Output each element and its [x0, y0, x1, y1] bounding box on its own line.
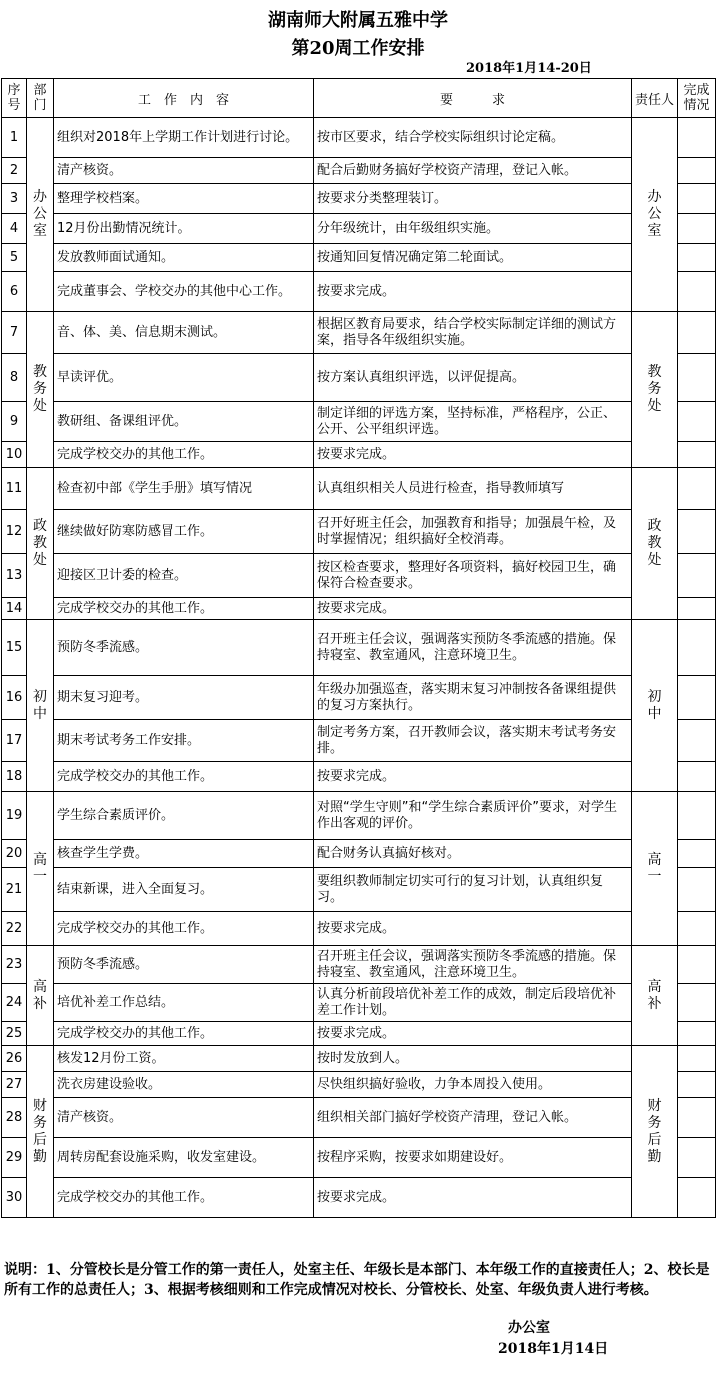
requirement: 组织相关部门搞好学校资产清理，登记入帐。	[314, 1098, 632, 1138]
table-row	[2, 620, 716, 676]
row-number: 10	[2, 442, 27, 468]
table-row	[2, 442, 716, 468]
week-title: 第20周工作安排	[291, 38, 425, 59]
row-number: 21	[2, 868, 27, 912]
table-row	[2, 1046, 716, 1072]
work-content: 早读评优。	[54, 354, 314, 402]
table-row	[2, 402, 716, 442]
header-no: 序号	[2, 79, 27, 118]
work-content: 完成学校交办的其他工作。	[54, 1022, 314, 1046]
dept-cell: 财务后勤	[27, 1046, 54, 1218]
requirement: 按通知回复情况确定第二轮面试。	[314, 244, 632, 272]
requirement: 按要求完成。	[314, 912, 632, 946]
row-number: 22	[2, 912, 27, 946]
row-number: 17	[2, 720, 27, 762]
completion-cell	[678, 792, 716, 840]
completion-cell	[678, 272, 716, 312]
work-content: 学生综合素质评价。	[54, 792, 314, 840]
completion-cell	[678, 510, 716, 554]
work-content: 完成学校交办的其他工作。	[54, 912, 314, 946]
row-number: 2	[2, 158, 27, 184]
completion-cell	[678, 1046, 716, 1072]
requirement: 按要求完成。	[314, 598, 632, 620]
row-number: 15	[2, 620, 27, 676]
requirement: 按要求分类整理装订。	[314, 184, 632, 214]
requirement: 召开班主任会议，强调落实预防冬季流感的措施。保持寝室、教室通风，注意环境卫生。	[314, 620, 632, 676]
work-content: 组织对2018年上学期工作计划进行讨论。	[54, 118, 314, 158]
completion-cell	[678, 1138, 716, 1178]
requirement: 按要求完成。	[314, 1022, 632, 1046]
header-done: 完成情况	[678, 79, 716, 118]
requirement: 分年级统计，由年级组织实施。	[314, 214, 632, 244]
school-title: 湖南师大附属五雅中学	[268, 10, 448, 31]
work-content: 完成董事会、学校交办的其他中心工作。	[54, 272, 314, 312]
completion-cell	[678, 312, 716, 354]
requirement: 认真分析前段培优补差工作的成效，制定后段培优补差工作计划。	[314, 984, 632, 1022]
requirement: 按要求完成。	[314, 762, 632, 792]
row-number: 19	[2, 792, 27, 840]
table-row	[2, 184, 716, 214]
completion-cell	[678, 442, 716, 468]
requirement: 按时发放到人。	[314, 1046, 632, 1072]
work-content: 期末复习迎考。	[54, 676, 314, 720]
header-row	[2, 79, 716, 118]
row-number: 27	[2, 1072, 27, 1098]
date-range: 2018年1月14-20日	[466, 61, 592, 76]
header-dept: 部门	[27, 79, 54, 118]
requirement: 制定考务方案，召开教师会议，落实期末考试考务安排。	[314, 720, 632, 762]
requirement: 年级办加强巡查，落实期末复习冲制按各备课组提供的复习方案执行。	[314, 676, 632, 720]
header-content: 工 作 内 容	[54, 79, 314, 118]
header-requirement: 要 求	[314, 79, 632, 118]
completion-cell	[678, 158, 716, 184]
table-row	[2, 598, 716, 620]
row-number: 6	[2, 272, 27, 312]
completion-cell	[678, 402, 716, 442]
work-content: 发放教师面试通知。	[54, 244, 314, 272]
responsible-cell: 初中	[632, 620, 678, 792]
requirement: 按要求完成。	[314, 272, 632, 312]
completion-cell	[678, 946, 716, 984]
completion-cell	[678, 840, 716, 868]
requirement: 按方案认真组织评选，以评促提高。	[314, 354, 632, 402]
table-row	[2, 554, 716, 598]
dept-cell: 政教处	[27, 468, 54, 620]
row-number: 26	[2, 1046, 27, 1072]
table-row	[2, 272, 716, 312]
table-row	[2, 984, 716, 1022]
completion-cell	[678, 1072, 716, 1098]
requirement: 根据区教育局要求，结合学校实际制定详细的测试方案，指导各年级组织实施。	[314, 312, 632, 354]
dept-cell: 教务处	[27, 312, 54, 468]
table-row	[2, 946, 716, 984]
completion-cell	[678, 598, 716, 620]
work-content: 预防冬季流感。	[54, 946, 314, 984]
work-content: 核查学生学费。	[54, 840, 314, 868]
table-row	[2, 468, 716, 510]
work-content: 音、体、美、信息期末测试。	[54, 312, 314, 354]
table-row	[2, 1072, 716, 1098]
responsible-cell: 高补	[632, 946, 678, 1046]
work-content: 预防冬季流感。	[54, 620, 314, 676]
work-content: 结束新课，进入全面复习。	[54, 868, 314, 912]
table-row	[2, 868, 716, 912]
table-row	[2, 1178, 716, 1218]
completion-cell	[678, 1022, 716, 1046]
completion-cell	[678, 214, 716, 244]
table-row	[2, 762, 716, 792]
work-content: 清产核资。	[54, 1098, 314, 1138]
completion-cell	[678, 1098, 716, 1138]
table-row	[2, 118, 716, 158]
row-number: 14	[2, 598, 27, 620]
requirement: 尽快组织搞好验收，力争本周投入使用。	[314, 1072, 632, 1098]
table-row	[2, 720, 716, 762]
dept-cell: 初中	[27, 620, 54, 792]
header-responsible: 责任人	[632, 79, 678, 118]
requirement: 按程序采购，按要求如期建设好。	[314, 1138, 632, 1178]
work-content: 整理学校档案。	[54, 184, 314, 214]
completion-cell	[678, 468, 716, 510]
work-content: 继续做好防寒防感冒工作。	[54, 510, 314, 554]
responsible-cell: 政教处	[632, 468, 678, 620]
table-row	[2, 1098, 716, 1138]
work-content: 迎接区卫计委的检查。	[54, 554, 314, 598]
row-number: 30	[2, 1178, 27, 1218]
table-row	[2, 676, 716, 720]
work-content: 完成学校交办的其他工作。	[54, 762, 314, 792]
requirement: 要组织教师制定切实可行的复习计划，认真组织复习。	[314, 868, 632, 912]
completion-cell	[678, 554, 716, 598]
signature-office: 办公室	[508, 1320, 550, 1336]
work-content: 完成学校交办的其他工作。	[54, 598, 314, 620]
row-number: 11	[2, 468, 27, 510]
table-row	[2, 912, 716, 946]
table-row	[2, 312, 716, 354]
table-row	[2, 214, 716, 244]
table-row	[2, 354, 716, 402]
row-number: 25	[2, 1022, 27, 1046]
row-number: 29	[2, 1138, 27, 1178]
row-number: 9	[2, 402, 27, 442]
responsible-cell: 财务后勤	[632, 1046, 678, 1218]
requirement: 按市区要求，结合学校实际组织讨论定稿。	[314, 118, 632, 158]
row-number: 1	[2, 118, 27, 158]
completion-cell	[678, 912, 716, 946]
row-number: 3	[2, 184, 27, 214]
completion-cell	[678, 984, 716, 1022]
row-number: 5	[2, 244, 27, 272]
requirement: 制定详细的评选方案，坚持标准，严格程序，公正、公开、公平组织评选。	[314, 402, 632, 442]
completion-cell	[678, 720, 716, 762]
work-content: 完成学校交办的其他工作。	[54, 1178, 314, 1218]
requirement: 配合财务认真搞好核对。	[314, 840, 632, 868]
row-number: 28	[2, 1098, 27, 1138]
row-number: 13	[2, 554, 27, 598]
work-content: 教研组、备课组评优。	[54, 402, 314, 442]
requirement: 按要求完成。	[314, 1178, 632, 1218]
work-content: 12月份出勤情况统计。	[54, 214, 314, 244]
row-number: 8	[2, 354, 27, 402]
requirement: 召开班主任会议，强调落实预防冬季流感的措施。保持寝室、教室通风，注意环境卫生。	[314, 946, 632, 984]
completion-cell	[678, 620, 716, 676]
work-content: 培优补差工作总结。	[54, 984, 314, 1022]
completion-cell	[678, 868, 716, 912]
work-content: 检查初中部《学生手册》填写情况	[54, 468, 314, 510]
work-content: 期末考试考务工作安排。	[54, 720, 314, 762]
requirement: 按区检查要求，整理好各项资料，搞好校园卫生，确保符合检查要求。	[314, 554, 632, 598]
table-row	[2, 510, 716, 554]
work-content: 清产核资。	[54, 158, 314, 184]
responsible-cell: 教务处	[632, 312, 678, 468]
requirement: 认真组织相关人员进行检查，指导教师填写	[314, 468, 632, 510]
completion-cell	[678, 184, 716, 214]
requirement: 对照“学生守则”和“学生综合素质评价”要求，对学生作出客观的评价。	[314, 792, 632, 840]
row-number: 7	[2, 312, 27, 354]
dept-cell: 高一	[27, 792, 54, 946]
table-row	[2, 792, 716, 840]
completion-cell	[678, 244, 716, 272]
requirement: 配合后勤财务搞好学校资产清理，登记入帐。	[314, 158, 632, 184]
table-row	[2, 1022, 716, 1046]
completion-cell	[678, 354, 716, 402]
table-row	[2, 158, 716, 184]
row-number: 16	[2, 676, 27, 720]
table-row	[2, 244, 716, 272]
row-number: 4	[2, 214, 27, 244]
signature-date: 2018年1月14日	[498, 1341, 609, 1357]
row-number: 18	[2, 762, 27, 792]
responsible-cell: 办公室	[632, 118, 678, 312]
work-content: 洗衣房建设验收。	[54, 1072, 314, 1098]
completion-cell	[678, 118, 716, 158]
table-row	[2, 1138, 716, 1178]
schedule-table	[1, 78, 716, 1218]
dept-cell: 高补	[27, 946, 54, 1046]
responsible-cell: 高一	[632, 792, 678, 946]
row-number: 12	[2, 510, 27, 554]
requirement: 召开好班主任会，加强教育和指导；加强晨午检，及时掌握情况；组织搞好全校消毒。	[314, 510, 632, 554]
row-number: 24	[2, 984, 27, 1022]
footer-note: 说明：1、分管校长是分管工作的第一责任人，处室主任、年级长是本部门、本年级工作的直接责任人；2、校长是所有工作的总责任人；3、根据考核细则和工作完成情况对校长、分管校长、处室、年级负责人进行考核。	[4, 1262, 710, 1298]
work-content: 完成学校交办的其他工作。	[54, 442, 314, 468]
work-content: 周转房配套设施采购，收发室建设。	[54, 1138, 314, 1178]
completion-cell	[678, 1178, 716, 1218]
row-number: 20	[2, 840, 27, 868]
row-number: 23	[2, 946, 27, 984]
completion-cell	[678, 762, 716, 792]
dept-cell: 办公室	[27, 118, 54, 312]
completion-cell	[678, 676, 716, 720]
work-content: 核发12月份工资。	[54, 1046, 314, 1072]
requirement: 按要求完成。	[314, 442, 632, 468]
table-row	[2, 840, 716, 868]
